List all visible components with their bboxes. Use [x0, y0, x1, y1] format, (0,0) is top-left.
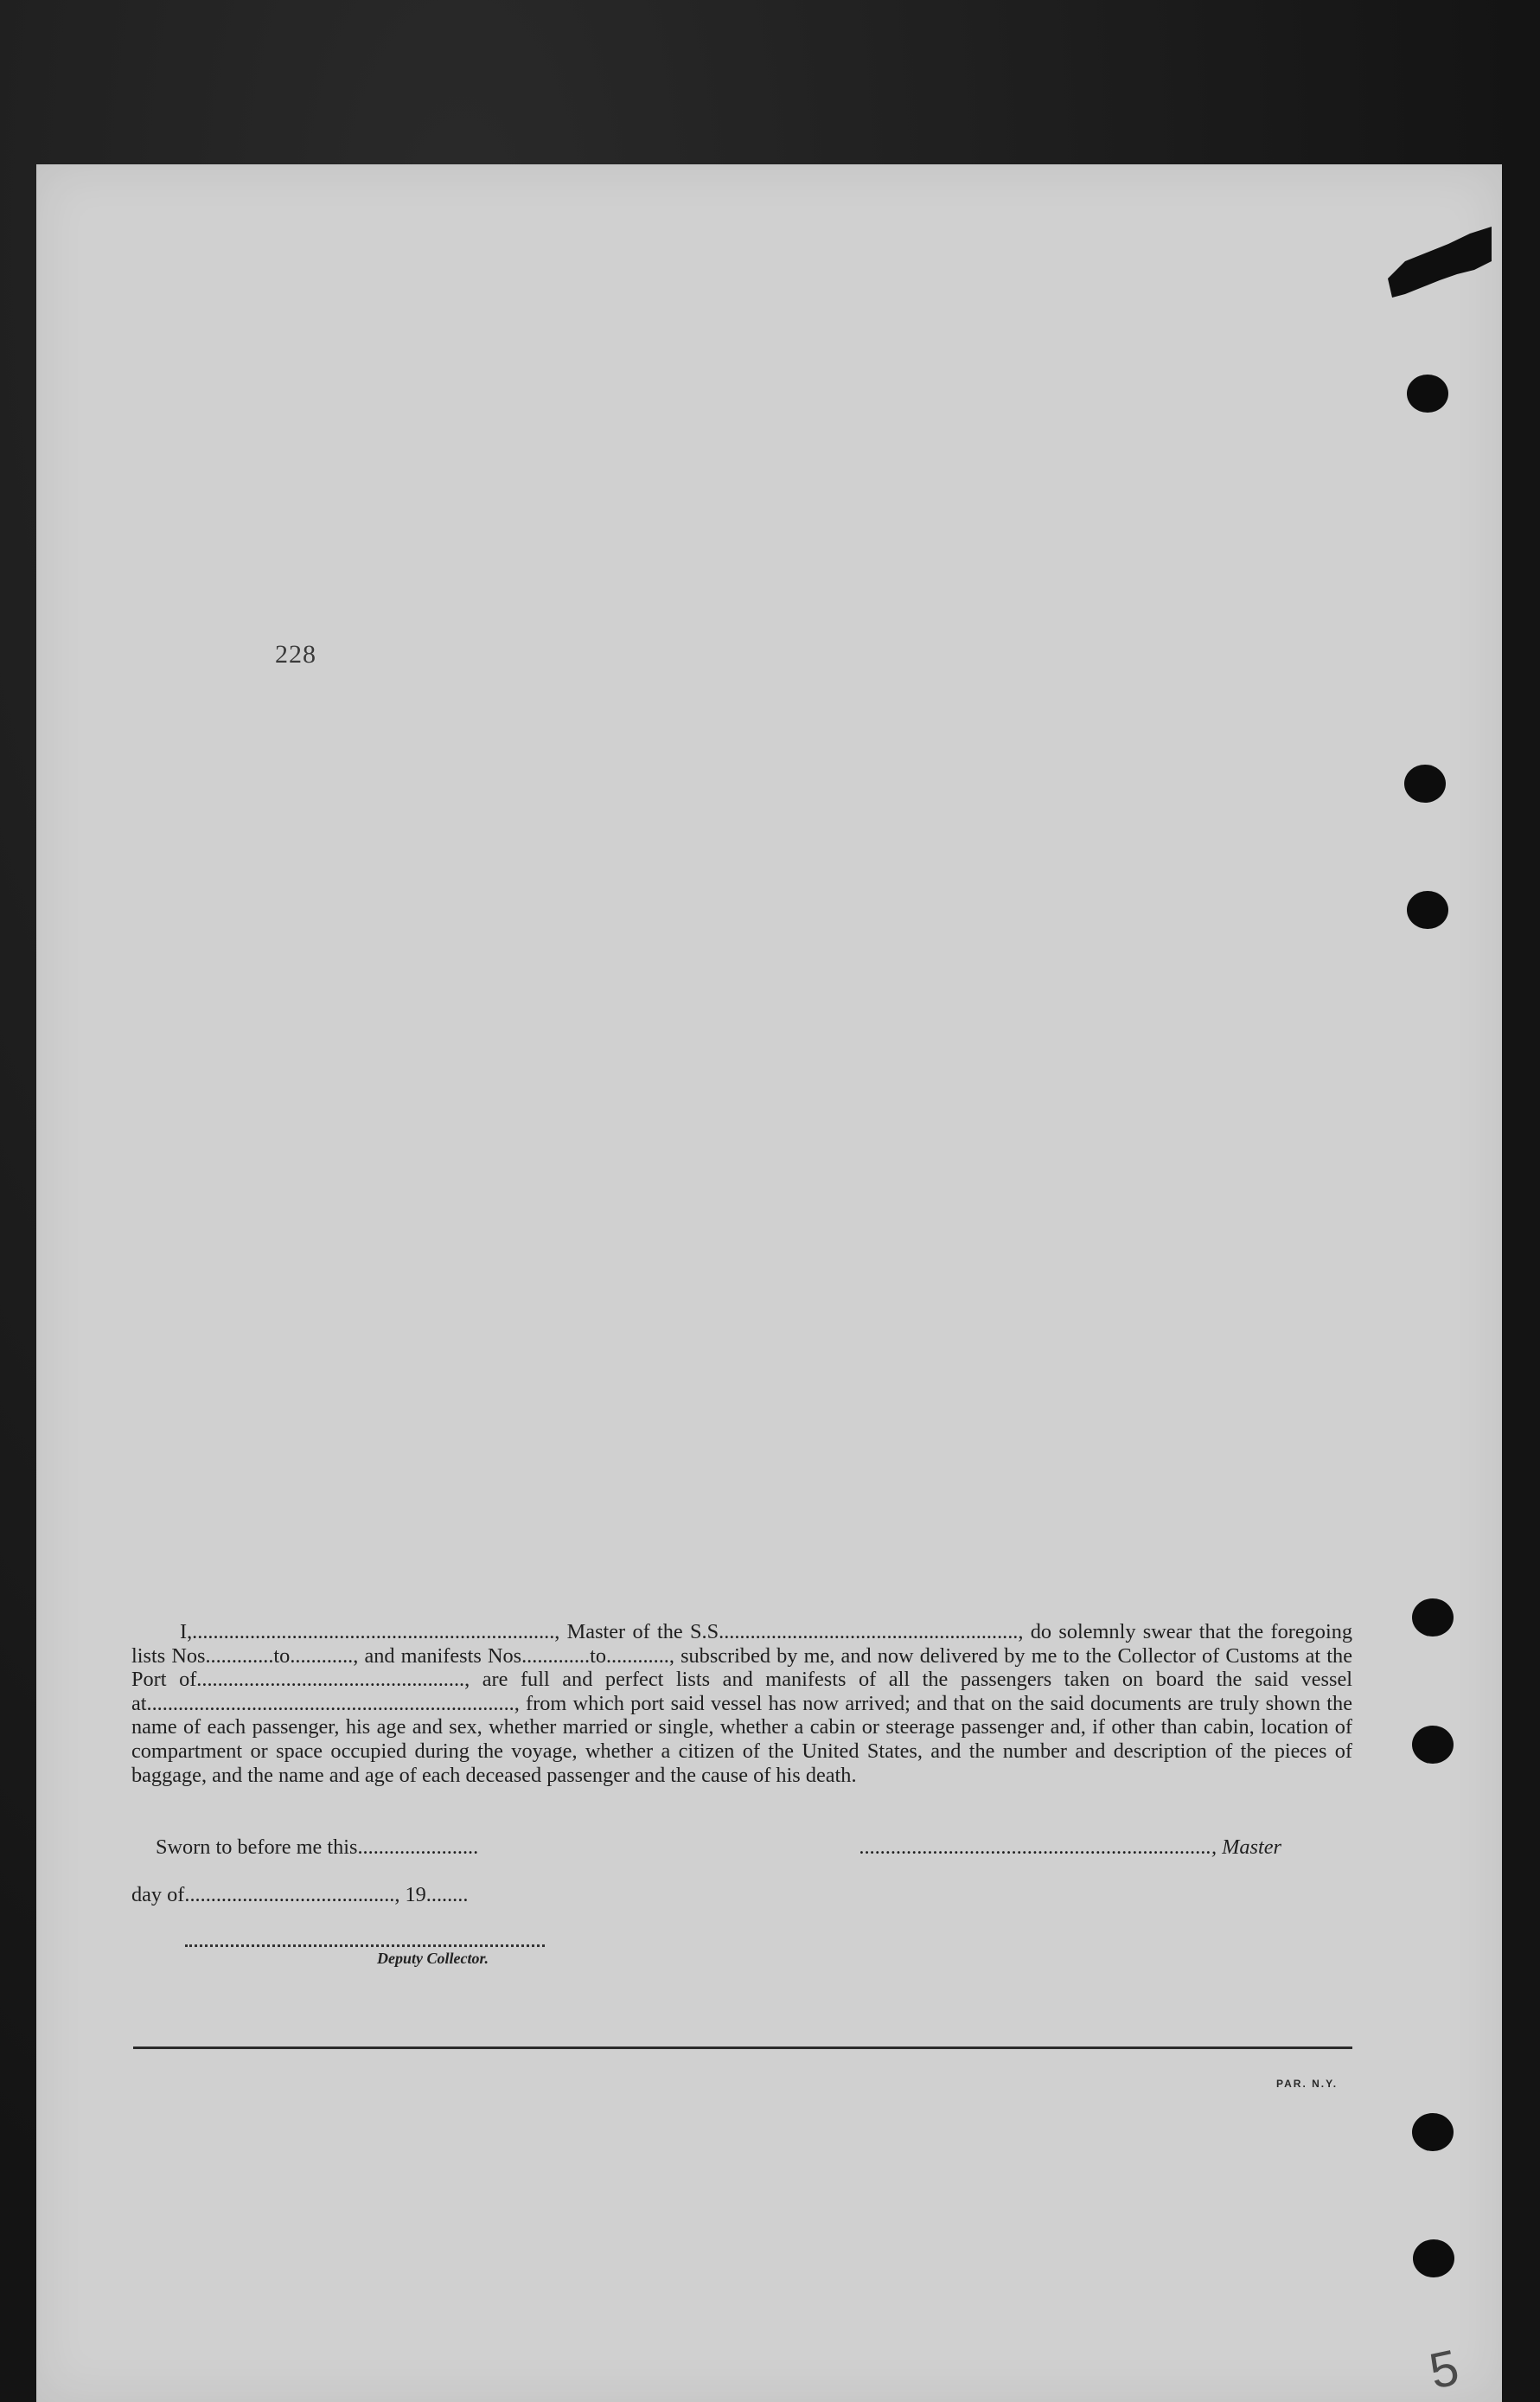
torn-corner-mark	[1388, 227, 1492, 304]
punch-hole-icon	[1404, 765, 1446, 803]
horizontal-rule	[133, 2047, 1352, 2049]
stray-mark: 228	[275, 640, 316, 669]
sworn-text: Sworn to before me this.......................	[156, 1835, 479, 1859]
printer-mark: PAR. N.Y.	[1276, 2078, 1339, 2090]
punch-hole-icon	[1412, 1598, 1454, 1637]
deputy-collector-label: Deputy Collector.	[377, 1950, 489, 1967]
punch-hole-icon	[1413, 2239, 1454, 2277]
punch-hole-icon	[1407, 891, 1448, 929]
oath-paragraph: I,....................................................................., Master of the S.S........................................................., do solemnly swear that the foregoing lists Nos.............to............, and manifests Nos.............to............, subscribed by me, and now delivered by me to the Collector of Customs at the Port of..................................................., are full and perfect lists and manifests of all the passengers taken on board the said vessel at......................................................................, from which port said vessel has now arrived; and that on the said documents are truly shown the name of each passenger, his age and sex, whether married or single, whether a cabin or steerage passenger and, if other than cabin, location of compartment or space occupied during the voyage, whether a citizen of the United States, and the number and description of the pieces of baggage, and the name and age of each deceased passenger and the cause of his death.	[131, 1620, 1352, 1787]
master-signature-line: ..................................................................., Master	[859, 1835, 1281, 1859]
deputy-signature-line	[185, 1944, 545, 1947]
manifest-page	[36, 164, 1502, 2402]
handwritten-page-number: 5	[1424, 2339, 1464, 2400]
day-line: day of........................................, 19........	[131, 1883, 469, 1906]
punch-hole-icon	[1407, 375, 1448, 413]
punch-hole-icon	[1412, 2113, 1454, 2151]
punch-hole-icon	[1412, 1726, 1454, 1764]
